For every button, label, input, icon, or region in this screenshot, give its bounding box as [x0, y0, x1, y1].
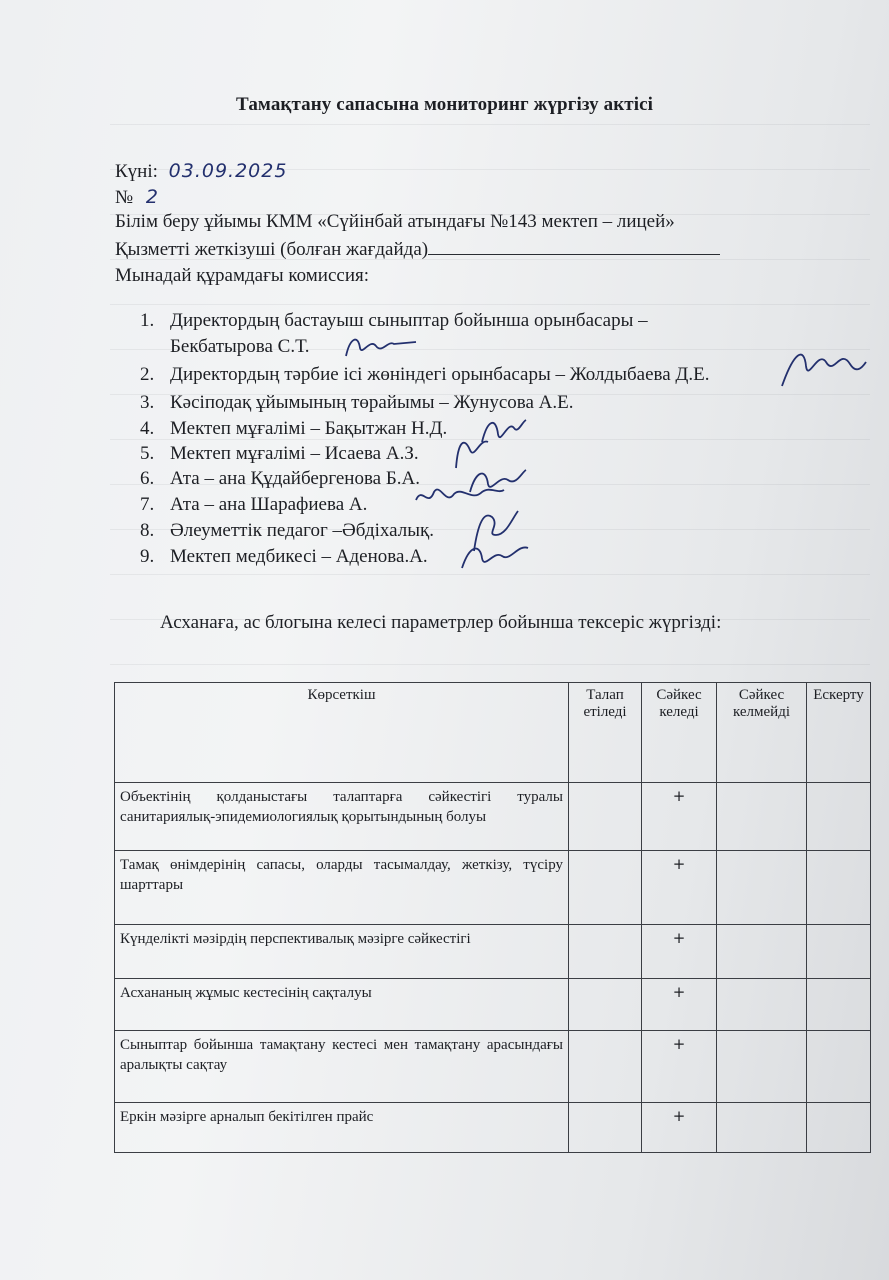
- number-label: №: [115, 187, 134, 208]
- table-header-row: [115, 683, 871, 783]
- table-row: Тамақ өнімдерінің сапасы, оларды тасымалдау, жеткізу, түсіру шарттары +: [115, 851, 871, 925]
- date-label: Күні:: [115, 161, 158, 182]
- signature-2: [778, 342, 868, 398]
- header-required: Талап етіледі: [569, 683, 642, 783]
- table-row: Еркін мәзірге арналып бекітілген прайс +: [115, 1103, 871, 1153]
- organization-line: Білім беру ұйымы КММ «Сүйінбай атындағы №143 мектеп – лицей»: [115, 211, 675, 232]
- number-value: 2: [145, 186, 159, 208]
- supplier-line: [115, 238, 720, 261]
- supplier-label: Қызметті жеткізуші (болған жағдайда): [115, 239, 429, 260]
- list-item: 1. Директордың бастауыш сыныптар бойынша орынбасары –: [140, 310, 648, 331]
- inspection-intro: Асханаға, ас блогына келесі параметрлер бойынша тексеріс жүргізді:: [160, 612, 722, 633]
- header-noncompliant: Сәйкес келмейді: [717, 683, 807, 783]
- list-item: 6. Ата – ана Құдайбергенова Б.А.: [140, 468, 420, 489]
- signature-1: [340, 330, 420, 366]
- supplier-blank: [428, 238, 720, 255]
- list-item: 7. Ата – ана Шарафиева А.: [140, 494, 368, 515]
- list-item-continuation: Бекбатырова С.Т.: [170, 336, 310, 357]
- date-line: [115, 160, 287, 183]
- list-item: 9. Мектеп медбикесі – Аденова.А.: [140, 546, 428, 567]
- table-row: Күнделікті мәзірдің перспективалық мәзірге сәйкестігі +: [115, 925, 871, 979]
- list-item: 2. Директордың тәрбие ісі жөніндегі орынбасары – Жолдыбаева Д.Е.: [140, 364, 710, 385]
- table-row: Объектінің қолданыстағы талаптарға сәйкестігі туралы санитариялық-эпидемиологиялық қорытындының болуы +: [115, 783, 871, 851]
- signature-8: [456, 538, 532, 580]
- header-compliant: Сәйкес келеді: [642, 683, 717, 783]
- date-value: 03.09.2025: [168, 160, 288, 182]
- commission-label: Мынадай құрамдағы комиссия:: [115, 265, 370, 286]
- list-item: 5. Мектеп мұғалімі – Исаева А.З.: [140, 443, 419, 464]
- header-indicator: Көрсеткіш: [115, 683, 569, 783]
- table-row: Сыныптар бойынша тамақтану кестесі мен тамақтану арасындағы аралықты сақтау +: [115, 1031, 871, 1103]
- list-item: 4. Мектеп мұғалімі – Бақытжан Н.Д.: [140, 418, 448, 439]
- table-row: Асхананың жұмыс кестесінің сақталуы +: [115, 979, 871, 1031]
- number-line: [115, 186, 159, 209]
- list-item: 3. Кәсіподақ ұйымының төрайымы – Жунусова А.Е.: [140, 392, 574, 413]
- header-note: Ескерту: [807, 683, 871, 783]
- document-title: Тамақтану сапасына мониторинг жүргізу актісі: [236, 94, 653, 115]
- list-item: 8. Әлеуметтік педагог –Әбдіхалық.: [140, 520, 434, 541]
- parameters-table: [114, 682, 871, 1153]
